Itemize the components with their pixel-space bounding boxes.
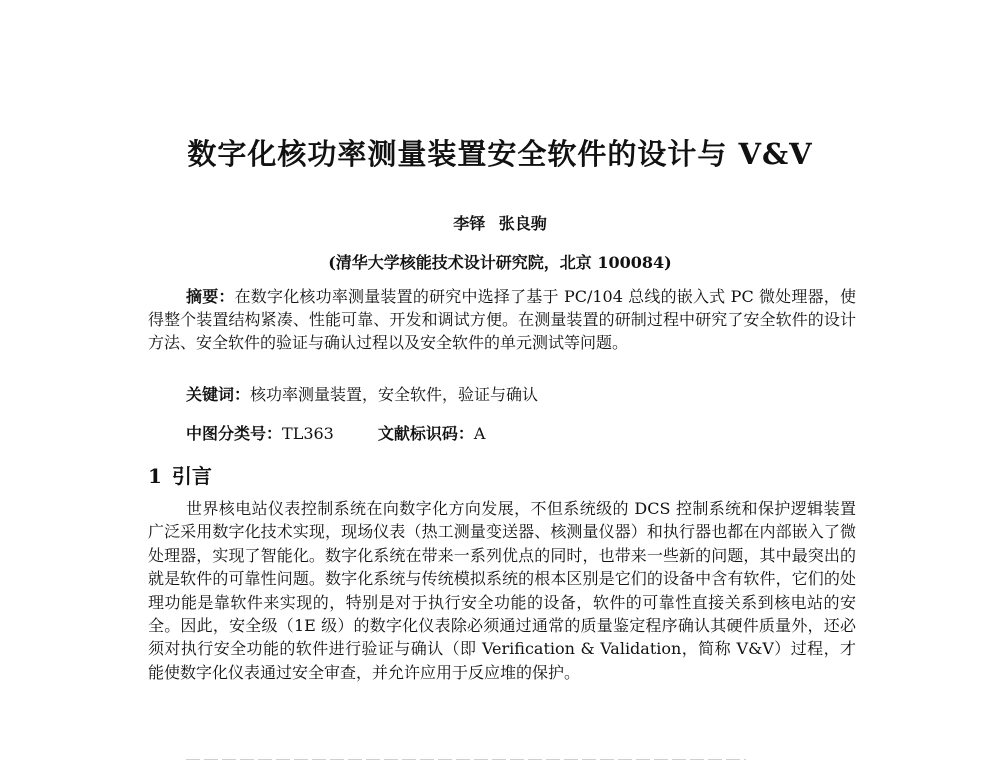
section-number: 1 [148,464,162,488]
classification-line [186,421,485,444]
keywords-text: 核功率测量装置，安全软件，验证与确认 [250,385,539,404]
clc-value: TL363 [282,424,334,443]
paper-authors: 李铎 张良驹 [453,214,547,233]
intro-paragraph: 世界核电站仪表控制系统在向数字化方向发展，不但系统级的 DCS 控制系统和保护逻辑装置广泛采用数字化技术实现，现场仪表（热工测量变送器、核测量仪器）和执行器也都在内部嵌入了微处理器，实现了智能化。数字化系统在带来一系列优点的同时，也带来一些新的问题，其中最突出的就是软件的可靠性问题。数字化系统与传统模拟系统的根本区别是它们的设备中含有软件，它们的处理功能是靠软件来实现的，特别是对于执行安全功能的设备，软件的可靠性直接关系到核电站的安全。因此，安全级（1E 级）的数字化仪表除必须通过通常的质量鉴定程序确认其硬件质量外，还必须对执行安全功能的软件进行验证与确认（即 Verification & Validation，简称 V&V）过程，才能使数字化仪表通过安全审查，并允许应用于反应堆的保护。 [148,499,856,682]
abstract-label: 摘要： [186,287,235,306]
keywords-label: 关键词： [186,385,251,404]
abstract-text: 在数字化核功率测量装置的研究中选择了基于 PC/104 总线的嵌入式 PC 微处理器，使得整个装置结构紧凑、性能可靠、开发和调试方便。在测量装置的研制过程中研究了安全软件的设计方法、安全软件的验证与确认过程以及安全软件的单元测试等问题。 [148,287,856,352]
abstract [148,285,856,354]
doc-code-value: A [473,424,486,443]
clc-label: 中图分类号： [186,424,283,443]
cut-off-next-line [186,752,786,760]
section-title: 引言 [171,464,212,488]
doc-code-label: 文献标识码： [377,424,474,443]
keywords [186,382,538,405]
paper-affiliation: (清华大学核能技术设计研究院，北京 100084) [328,253,672,272]
paper-title: 数字化核功率测量装置安全软件的设计与 V&V [187,137,813,171]
section-heading [148,460,212,489]
